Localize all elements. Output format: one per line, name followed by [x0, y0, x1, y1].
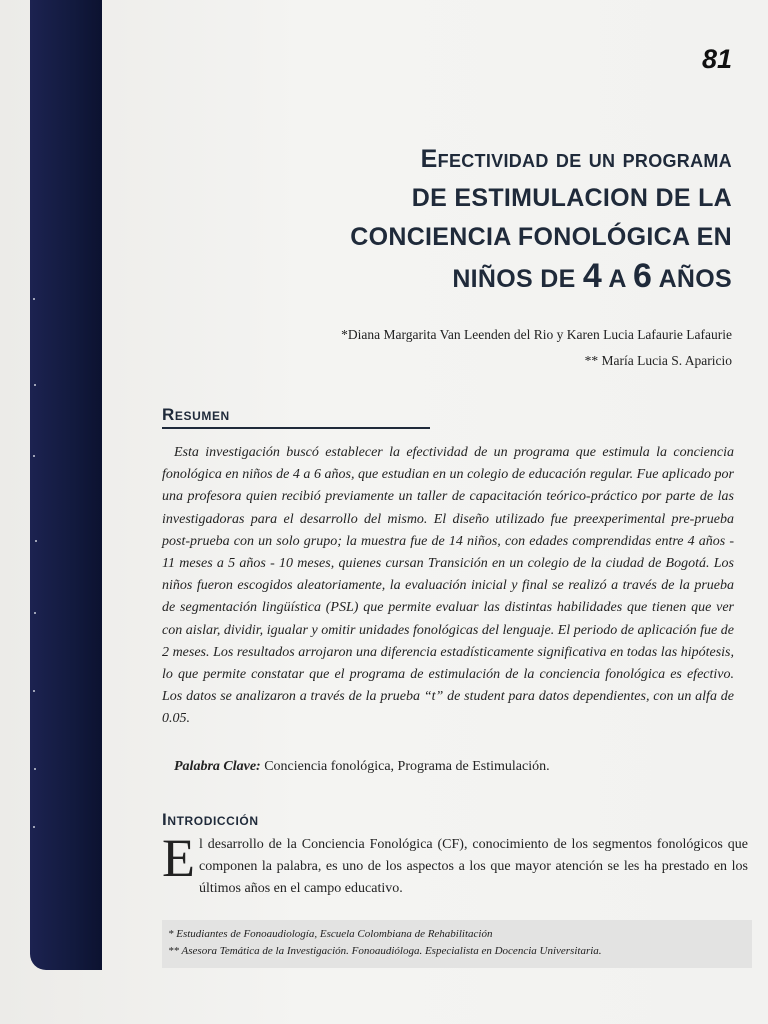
heading-underline: [162, 427, 430, 429]
footnote: * Estudiantes de Fonoaudiología, Escuela Colombiana de Rehabilitación: [168, 928, 493, 940]
page-spine-band: [30, 0, 102, 970]
introduction-text: l desarrollo de la Conciencia Fonológica (CF), conocimiento de los segmentos fonológicos que componen la palabra, es uno de los aspectos a los que mayor atención se les ha prestado en los últimos años en el campo educativo.: [199, 837, 748, 896]
author-line: ** María Lucia S. Aparicio: [584, 353, 732, 368]
page-number: 81: [701, 44, 732, 74]
spine-speck: [34, 612, 36, 614]
footnote: ** Asesora Temática de la Investigación. Fonoaudióloga. Especialista en Docencia Universitaria.: [168, 945, 602, 957]
spine-speck: [33, 298, 35, 300]
keywords: [174, 759, 734, 775]
drop-cap: E: [162, 828, 195, 888]
resumen-heading: Resumen: [162, 405, 230, 424]
author-line: *Diana Margarita Van Leenden del Rio y Karen Lucia Lafaurie Lafaurie: [341, 327, 732, 342]
title-line: CONCIENCIA FONOLÓGICA EN: [350, 223, 732, 251]
spine-speck: [34, 768, 36, 770]
spine-speck: [35, 540, 37, 542]
title-line: DE ESTIMULACION DE LA: [411, 184, 732, 212]
spine-speck: [33, 826, 35, 828]
spine-speck: [33, 690, 35, 692]
spine-speck: [34, 384, 36, 386]
article-title: [212, 140, 732, 299]
introduccion-heading: Introdicción: [162, 810, 259, 829]
spine-speck: [33, 455, 35, 457]
author-block: [212, 322, 732, 374]
abstract-text: Esta investigación buscó establecer la efectividad de un programa que estimula la conciencia fonológica en niños de 4 a 6 años, que estudian en un colegio de educación regular. Fue aplicado por una profesora quien recibió previamente un taller de capacitación teórico-práctico por parte de las investigadoras para el desarrollo del mismo. El diseño utilizado fue preexperimental pre-prueba post-prueba con un solo grupo; la muestra fue de 14 niños, con edades comprendidas entre 4 años - 11 meses a 5 años - 10 meses, quienes cursan Transición en un colegio de la ciudad de Bogotá. Los niños fueron escogidos aleatoriamente, la evaluación inicial y final se realizó a través de la prueba de segmentación lingüística (PSL) que permite evaluar las distintas habilidades que tienen que ver con aislar, dividir, igualar y omitir unidades fonológicas del lenguaje. El periodo de aplicación fue de 2 meses. Los resultados arrojaron una diferencia estadísticamente significativa en todas las hipótesis, lo que permite constatar que el programa de estimulación de la conciencia fonológica es efectivo. Los datos se analizaron a través de la prueba “t” de student para datos dependientes, con un alfa de 0.05.: [162, 445, 734, 727]
title-line: NIÑOS DE 4 A 6 AÑOS: [452, 257, 732, 295]
keywords-label: Palabra Clave:: [174, 759, 261, 774]
introduction-paragraph: [162, 828, 748, 900]
keywords-value: Conciencia fonológica, Programa de Estimulación.: [264, 759, 550, 774]
title-line: Efectividad de un programa: [420, 145, 732, 173]
footnotes: [168, 926, 748, 960]
